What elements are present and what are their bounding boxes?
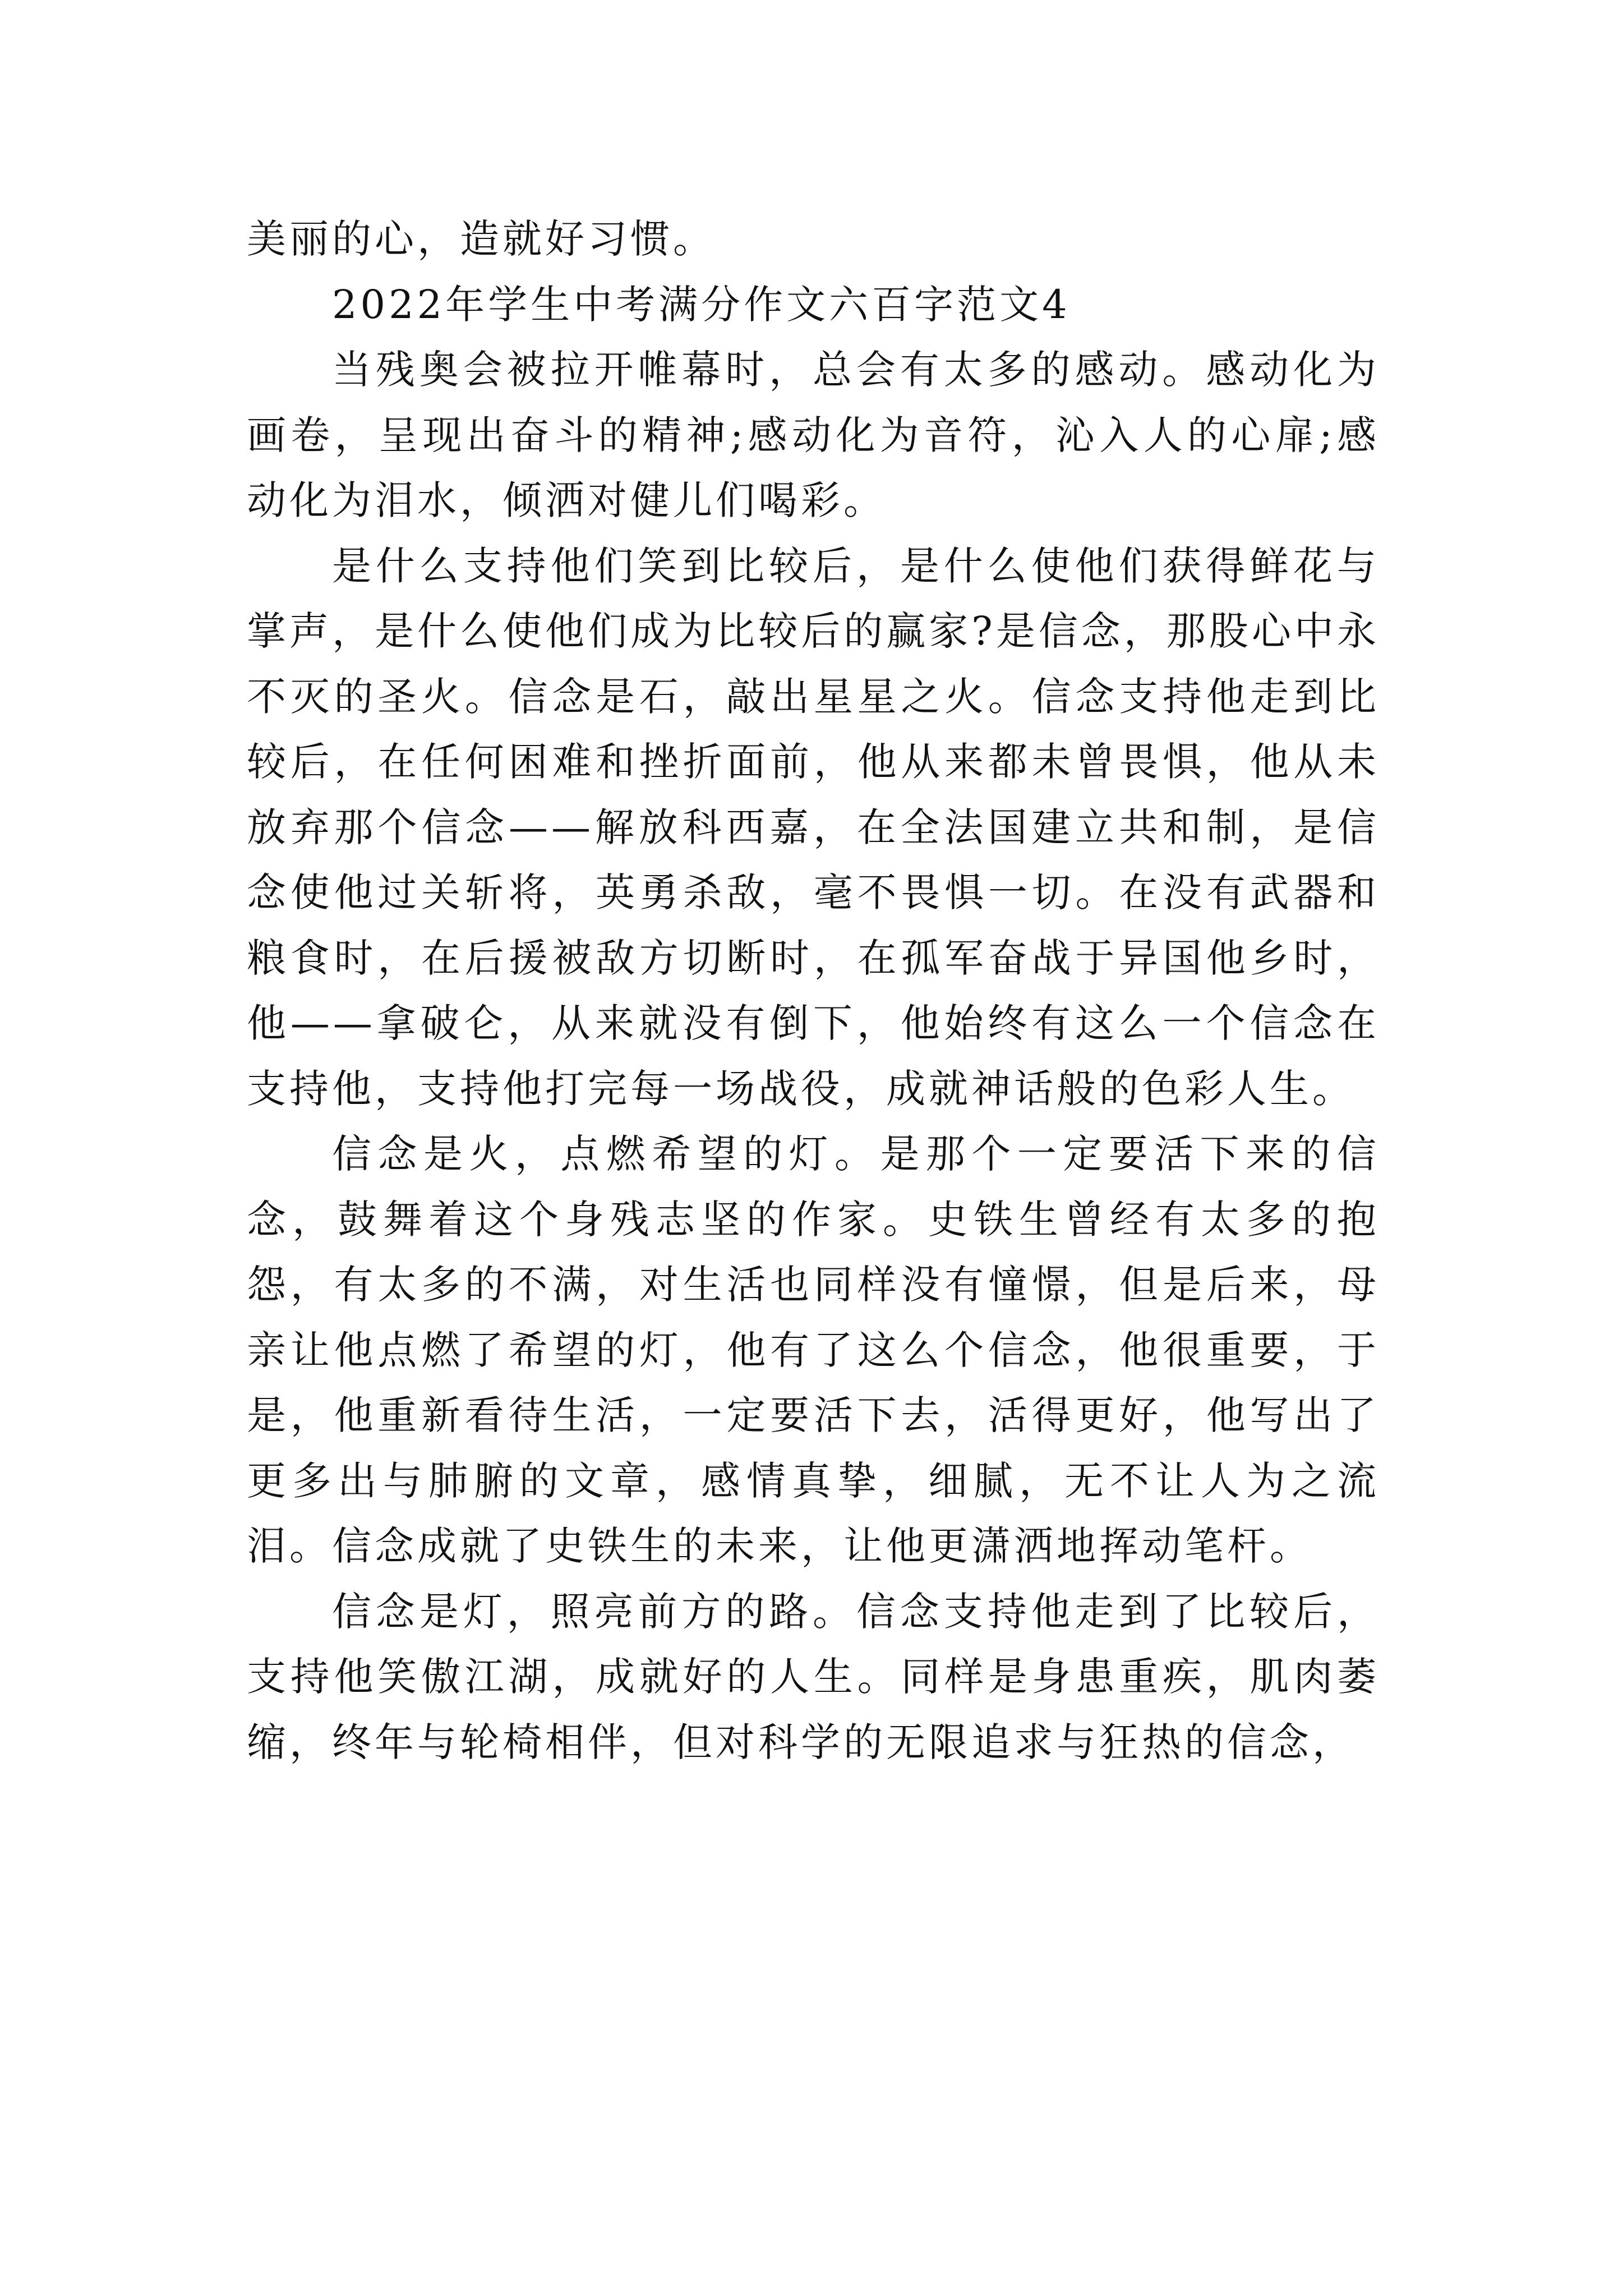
paragraph-belief-napoleon: 是什么支持他们笑到比较后，是什么使他们获得鲜花与掌声，是什么使他们成为比较后的赢家?是信念，那股心中永不灭的圣火。信念是石，敲出星星之火。信念支持他走到比较后，在任何困难和挫折面前，他从来都未曾畏惧，他从未放弃那个信念——解放科西嘉，在全法国建立共和制，是信念使他过关斩将，英勇杀敌，毫不畏惧一切。在没有武器和粮食时，在后援被敌方切断时，在孤军奋战于异国他乡时，他——拿破仑，从来就没有倒下，他始终有这么一个信念在支持他，支持他打完每一场战役，成就神话般的色彩人生。	[247, 542, 1380, 1112]
paragraph-paralympics: 当残奥会被拉开帷幕时，总会有太多的感动。感动化为画卷，呈现出奋斗的精神;感动化为音符，沁入人的心扉;感动化为泪水，倾洒对健儿们喝彩。	[247, 347, 1380, 523]
paragraph-belief-shi-tiesheng: 信念是火，点燃希望的灯。是那个一定要活下来的信念，鼓舞着这个身残志坚的作家。史铁生曾经有太多的抱怨，有太多的不满，对生活也同样没有憧憬，但是后来，母亲让他点燃了希望的灯，他有了这么个信念，他很重要，于是，他重新看待生活，一定要活下去，活得更好，他写出了更多出与肺腑的文章，感情真挚，细腻，无不让人为之流泪。信念成就了史铁生的未来，让他更潇洒地挥动笔杆。	[247, 1131, 1380, 1569]
document-body	[247, 206, 1380, 1775]
paragraph-continuation: 美丽的心，造就好习惯。	[247, 216, 716, 262]
essay-title: 2022年学生中考满分作文六百字范文4	[332, 281, 1071, 328]
paragraph-belief-lamp: 信念是灯，照亮前方的路。信念支持他走到了比较后，支持他笑傲江湖，成就好的人生。同样是身患重疾，肌肉萎缩，终年与轮椅相伴，但对科学的无限追求与狂热的信念，	[247, 1588, 1380, 1765]
